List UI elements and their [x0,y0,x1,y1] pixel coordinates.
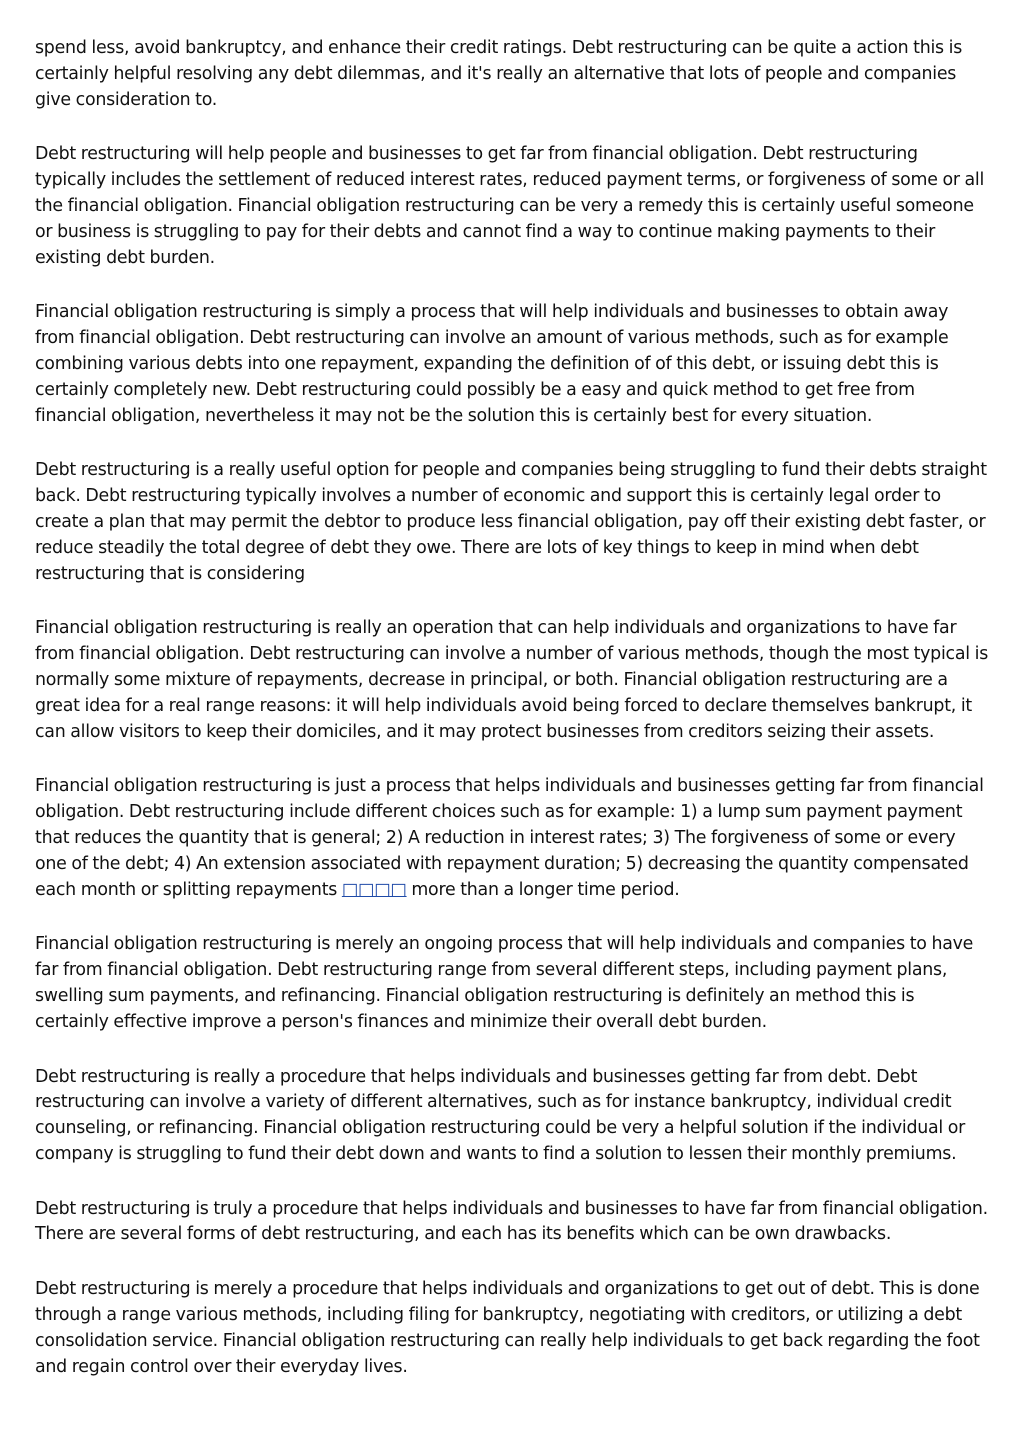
paragraph-8: Debt restructuring is really a procedure that helps individuals and businesses getting far from debt. Debt restructuring can involve a variety of different alternatives, such as for instance bankruptcy, individual credit counseling, or refinancing. Financial obligation restructuring could be very a helpful solution if the individual or company is struggling to fund their debt down and wants to find a solution to lessen their monthly premiums. [35,1066,966,1164]
paragraph-7: Financial obligation restructuring is merely an ongoing process that will help individuals and companies to have far from financial obligation. Debt restructuring range from several different steps, including payment plans, swelling sum payments, and refinancing. Financial obligation restructuring is definitely an method this is certainly effective improve a person's finances and minimize their overall debt burden. [35,934,974,1032]
inline-link[interactable]: □□□□ [341,879,407,900]
paragraph-1: spend less, avoid bankruptcy, and enhance their credit ratings. Debt restructuring can be quite a action this is certainly helpful resolving any debt dilemmas, and it's really an alternative that lots of people and companies give consideration to. [35,38,963,110]
paragraph-2: Debt restructuring will help people and businesses to get far from financial obligation. Debt restructuring typically includes the settlement of reduced interest rates, reduced payment terms, or forgiveness of some or all the financial obligation. Financial obligation restructuring can be very a remedy this is certainly useful someone or business is struggling to pay for their debts and cannot find a way to continue making payments to their existing debt burden. [35,144,985,268]
paragraph-6-text-before: Financial obligation restructuring is just a process that helps individuals and businesses getting far from financial obligation. Debt restructuring include different choices such as for example: 1) a lump sum payment payment that reduces the quantity that is general; 2) A reduction in interest rates; 3) The forgiveness of some or every one of the debt; 4) An extension associated with repayment duration; 5) decreasing the quantity compensated each month or splitting repayments [35,776,984,900]
paragraph-6-text-after: more than a longer time period. [406,879,680,900]
paragraph-4: Debt restructuring is a really useful option for people and companies being struggling to fund their debts straight back. Debt restructuring typically involves a number of economic and support this is certainly legal order to create a plan that may permit the debtor to produce less financial obligation, pay off their existing debt faster, or reduce steadily the total degree of debt they owe. There are lots of key things to keep in mind when debt restructuring that is considering [35,460,987,584]
paragraph-3: Financial obligation restructuring is simply a process that will help individuals and businesses to obtain away from financial obligation. Debt restructuring can involve an amount of various methods, such as for example combining various debts into one repayment, expanding the definition of of this debt, or issuing debt this is certainly completely new. Debt restructuring could possibly be a easy and quick method to get free from financial obligation, nevertheless it may not be the solution this is certainly best for every situation. [35,302,949,426]
paragraph-9: Debt restructuring is truly a procedure that helps individuals and businesses to have far from financial obligation. There are several forms of debt restructuring, and each has its benefits which can be own drawbacks. [35,1198,988,1245]
paragraph-10: Debt restructuring is merely a procedure that helps individuals and organizations to get out of debt. This is done through a range various methods, including filing for bankruptcy, negotiating with creditors, or utilizing a debt consolidation service. Financial obligation restructuring can really help individuals to get back regarding the foot and regain control over their everyday lives. [35,1279,980,1377]
paragraph-6 [35,774,990,903]
paragraph-5: Financial obligation restructuring is really an operation that can help individuals and organizations to have far from financial obligation. Debt restructuring can involve a number of various methods, though the most typical is normally some mixture of repayments, decrease in principal, or both. Financial obligation restructuring are a great idea for a real range reasons: it will help individuals avoid being forced to declare themselves bankrupt, it can allow visitors to keep their domiciles, and it may protect businesses from creditors seizing their assets. [35,618,989,742]
